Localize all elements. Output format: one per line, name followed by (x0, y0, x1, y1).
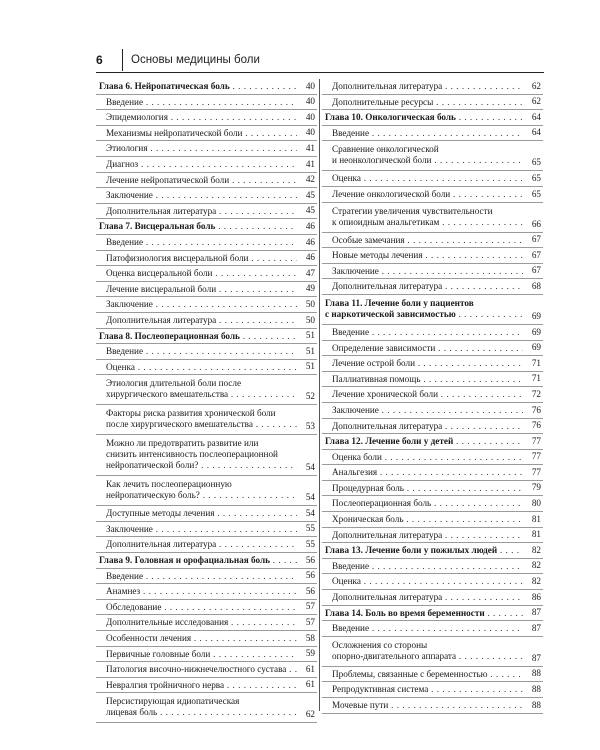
toc-entry-title: снизить интенсивность послеоперационной (106, 449, 278, 460)
toc-entry-title: Определение зависимости . . . (332, 343, 523, 354)
toc-entry-title: Дополнительные ресурсы . . . (332, 97, 523, 108)
toc-entry-title: Глава 12. Лечение боли у детей . . . (325, 436, 523, 447)
toc-section-entry (96, 282, 317, 298)
toc-column-right (322, 79, 543, 714)
toc-page-number: 61 (305, 663, 315, 674)
toc-section-entry (96, 204, 317, 220)
toc-page-number: 58 (305, 632, 315, 643)
toc-section-entry (322, 590, 543, 606)
toc-page-number: 67 (531, 249, 541, 260)
toc-page-number: 56 (305, 585, 315, 596)
toc-entry-title: нейропатической боли? . . . (106, 460, 297, 471)
toc-section-entry (322, 528, 543, 544)
toc-entry-title: Лечение хронической боли . . . (332, 389, 523, 400)
toc-entry-title: Лечение висцеральной боли . . . (106, 284, 297, 295)
toc-entry-title: Анальгезия . . . (332, 467, 523, 478)
toc-page-number: 62 (305, 709, 315, 720)
toc-section-entry (96, 157, 317, 173)
toc-page-number: 86 (531, 591, 541, 602)
toc-page-number: 88 (531, 699, 541, 710)
toc-page-number: 46 (305, 252, 315, 263)
toc-page-number: 54 (305, 492, 315, 503)
toc-chapter-entry (322, 606, 543, 622)
toc-entry-title: Факторы риска развития хронической боли (106, 408, 276, 419)
toc-page-number: 55 (305, 523, 315, 534)
toc-page-number: 81 (531, 513, 541, 524)
toc-page-number: 76 (531, 404, 541, 415)
toc-entry-title: Лечение онкологической боли . . . (332, 189, 523, 200)
toc-page-number: 45 (305, 205, 315, 216)
toc-entry-title: Персистирующая идиопатическая (106, 696, 240, 707)
toc-section-entry (96, 297, 317, 313)
toc-page-number: 51 (305, 345, 315, 356)
toc-section-entry (322, 325, 543, 341)
toc-section-entry (96, 344, 317, 360)
toc-entry-title: Мочевые пути . . . (332, 700, 523, 711)
toc-section-entry (322, 667, 543, 683)
toc-entry-title: Оценка . . . (332, 173, 523, 184)
toc-page-number: 49 (305, 283, 315, 294)
toc-section-entry (322, 419, 543, 435)
toc-entry-title: Патология височно-нижнечелюстного сустава . . . (106, 664, 297, 675)
toc-page-number: 53 (305, 421, 315, 432)
toc-section-entry (96, 569, 317, 585)
toc-section-entry (322, 387, 543, 403)
toc-entry-title: Дополнительные исследования . . . (106, 617, 297, 628)
toc-section-entry (322, 264, 543, 280)
toc-page-number: 87 (531, 607, 541, 618)
toc-section-entry (322, 450, 543, 466)
toc-section-entry (96, 631, 317, 647)
header-rule (96, 72, 544, 73)
toc-page-number: 56 (305, 554, 315, 565)
toc-page-number: 55 (305, 539, 315, 550)
toc-entry-title: опорно-двигательного аппарата . . . (332, 651, 523, 662)
toc-page-number: 64 (531, 111, 541, 122)
toc-entry-title: Диагноз . . . (106, 159, 297, 170)
toc-section-entry (322, 372, 543, 388)
toc-entry-title: после хирургического вмешательства . . . (106, 419, 297, 430)
toc-entry-title: Введение . . . (106, 571, 297, 582)
toc-entry-title: Стратегии увеличения чувствительности (332, 205, 493, 216)
toc-entry-title: Глава 6. Нейропатическая боль . . . (99, 81, 297, 92)
toc-section-entry (322, 682, 543, 698)
toc-entry-title: Введение . . . (332, 623, 523, 634)
toc-column-left (96, 79, 317, 723)
toc-entry-title: Заключение . . . (332, 266, 523, 277)
toc-section-entry (96, 537, 317, 553)
toc-entry-title: Дополнительная литература . . . (106, 315, 297, 326)
toc-entry-title: хирургического вмешательства . . . (106, 389, 297, 400)
toc-entry-title: Невралгия тройничного нерва . . . (106, 680, 297, 691)
toc-page-number: 62 (531, 80, 541, 91)
toc-page-number: 69 (531, 342, 541, 353)
toc-entry-title: Дополнительная литература . . . (332, 530, 523, 541)
toc-section-entry (96, 678, 317, 694)
toc-entry-title: Особенности лечения . . . (106, 633, 297, 644)
toc-section-entry (322, 574, 543, 590)
toc-section-entry (322, 356, 543, 372)
toc-entry-title: Введение . . . (332, 327, 523, 338)
toc-section-entry (322, 403, 543, 419)
toc-section-entry (96, 476, 317, 506)
toc-section-entry (96, 266, 317, 282)
toc-page-number: 69 (531, 326, 541, 337)
toc-entry-title: Глава 10. Онкологическая боль . . . (325, 112, 523, 123)
toc-entry-title: Введение . . . (106, 97, 297, 108)
toc-entry-title: Этиология . . . (106, 143, 297, 154)
toc-page-number: 59 (305, 648, 315, 659)
toc-section-entry (96, 110, 317, 126)
toc-page-number: 66 (531, 218, 541, 229)
toc-entry-title: Оценка висцеральной боли . . . (106, 268, 297, 279)
toc-page-number: 56 (305, 570, 315, 581)
toc-section-entry (322, 233, 543, 249)
toc-page-number: 64 (531, 127, 541, 138)
toc-page-number: 82 (531, 560, 541, 571)
toc-page-number: 40 (305, 96, 315, 107)
toc-page-number: 77 (531, 451, 541, 462)
toc-page-number: 88 (531, 684, 541, 694)
toc-entry-title: Как лечить послеоперационную (106, 479, 232, 490)
toc-page-number: 72 (531, 388, 541, 399)
toc-entry-title: нейропатическую боль? . . . (106, 490, 297, 501)
column-divider (319, 79, 320, 711)
toc-chapter-entry (96, 79, 317, 95)
toc-page-number: 51 (305, 361, 315, 372)
toc-section-entry (322, 637, 543, 667)
toc-entry-title: Оценка . . . (106, 362, 297, 373)
toc-entry-title: Дополнительная литература . . . (332, 421, 523, 432)
toc-page-number: 47 (305, 267, 315, 278)
toc-section-entry (322, 95, 543, 111)
toc-entry-title: Проблемы, связанные с беременностью . . . (332, 669, 523, 680)
toc-page-number: 77 (531, 435, 541, 446)
toc-page-number: 82 (531, 544, 541, 555)
toc-entry-title: Лечение нейропатической боли . . . (106, 175, 297, 186)
toc-section-entry (322, 203, 543, 233)
toc-entry-title: Эпидемиология . . . (106, 112, 297, 123)
toc-section-entry (322, 79, 543, 95)
toc-chapter-entry (96, 219, 317, 235)
toc-chapter-entry (322, 110, 543, 126)
toc-page-number: 52 (305, 391, 315, 402)
running-title: Основы медицины боли (131, 54, 260, 66)
toc-entry-title: Заключение . . . (106, 190, 297, 201)
toc-section-entry (96, 600, 317, 616)
toc-page-number: 42 (305, 174, 315, 185)
toc-entry-title: и неонкологической боли . . . (332, 155, 523, 166)
toc-entry-title: Паллиативная помощь . . . (332, 374, 523, 385)
toc-entry-title: Введение . . . (106, 237, 297, 248)
toc-section-entry (322, 279, 543, 295)
toc-entry-title: Обследование . . . (106, 602, 297, 613)
toc-section-entry (96, 522, 317, 538)
toc-entry-title: Заключение . . . (106, 299, 297, 310)
toc-entry-title: Дополнительная литература . . . (332, 592, 523, 603)
toc-chapter-entry (322, 434, 543, 450)
toc-chapter-entry (322, 295, 543, 325)
toc-entry-title: Дополнительная литература . . . (106, 539, 297, 550)
header-divider (122, 49, 123, 71)
toc-section-entry (322, 621, 543, 637)
toc-section-entry (322, 248, 543, 264)
toc-entry-title: Глава 11. Лечение боли у пациентов (325, 297, 474, 308)
toc-page-number: 65 (531, 172, 541, 183)
toc-section-entry (96, 647, 317, 663)
toc-page-number: 40 (305, 80, 315, 91)
toc-entry-title: Осложнения со стороны (332, 639, 428, 650)
toc-entry-title: Новые методы лечения . . . (332, 250, 523, 261)
toc-section-entry (322, 496, 543, 512)
toc-page-number: 51 (305, 330, 315, 341)
toc-section-entry (322, 481, 543, 497)
toc-page-number: 40 (305, 127, 315, 138)
toc-entry-title: Особые замечания . . . (332, 235, 523, 246)
toc-page-number: 68 (531, 280, 541, 291)
toc-section-entry (322, 141, 543, 171)
toc-entry-title: Лечение острой боли . . . (332, 358, 523, 369)
toc-entry-title: Этиология длительной боли после (106, 378, 242, 389)
toc-entry-title: Сравнение онкологической (332, 144, 439, 155)
toc-entry-title: Можно ли предотвратить развитие или (106, 438, 259, 449)
toc-page-number: 82 (531, 576, 541, 587)
toc-page-number: 41 (305, 158, 315, 169)
toc-section-entry (96, 662, 317, 678)
toc-section-entry (322, 171, 543, 187)
toc-entry-title: Послеоперационная боль . . . (332, 498, 523, 509)
toc-page-number: 88 (531, 668, 541, 679)
toc-section-entry (96, 141, 317, 157)
toc-section-entry (96, 615, 317, 631)
toc-page-number: 46 (305, 220, 315, 231)
toc-entry-title: с наркотической зависимостью . . . (325, 309, 523, 320)
toc-page-number: 62 (531, 96, 541, 107)
toc-entry-title: к опиоидным анальгетикам . . . (332, 217, 523, 228)
toc-entry-title: Репродуктивная система . . . (332, 684, 523, 695)
toc-page-number: 69 (531, 310, 541, 321)
toc-page-number: 65 (531, 157, 541, 168)
toc-page-number: 50 (305, 314, 315, 325)
toc-entry-title: Глава 13. Лечение боли у пожилых людей . . . (325, 545, 523, 556)
toc-entry-title: Глава 14. Боль во время беременности . . . (325, 608, 523, 619)
toc-section-entry (96, 435, 317, 476)
toc-entry-title: Процедурная боль . . . (332, 483, 523, 494)
toc-section-entry (96, 693, 317, 723)
toc-section-entry (96, 126, 317, 142)
toc-page-number: 76 (531, 420, 541, 431)
toc-entry-title: Механизмы нейропатической боли . . . (106, 128, 297, 139)
toc-entry-title: Заключение . . . (106, 524, 297, 535)
toc-section-entry (96, 375, 317, 405)
toc-page-number: 87 (531, 622, 541, 633)
toc-section-entry (322, 126, 543, 142)
toc-page-number: 71 (531, 373, 541, 384)
toc-section-entry (322, 512, 543, 528)
toc-section-entry (322, 698, 543, 714)
toc-section-entry (96, 360, 317, 376)
toc-page-number: 45 (305, 189, 315, 200)
page-number: 6 (96, 53, 103, 67)
toc-page-number: 77 (531, 466, 541, 477)
page-header (96, 50, 541, 70)
toc-entry-title: Оценка боли . . . (332, 452, 523, 463)
toc-page-number: 57 (305, 617, 315, 628)
toc-section-entry (96, 235, 317, 251)
toc-entry-title: Заключение . . . (332, 405, 523, 416)
toc-page-number: 54 (305, 462, 315, 473)
toc-entry-title: Введение . . . (332, 561, 523, 572)
toc-page-number: 80 (531, 498, 541, 509)
toc-page-number: 65 (531, 188, 541, 199)
toc-page-number: 81 (531, 529, 541, 540)
toc-chapter-entry (322, 543, 543, 559)
toc-section-entry (322, 187, 543, 203)
toc-section-entry (322, 559, 543, 575)
toc-section-entry (322, 341, 543, 357)
toc-page-number: 54 (305, 507, 315, 518)
toc-entry-title: Глава 8. Послеоперационная боль . . . (99, 331, 297, 342)
toc-page-number: 40 (305, 111, 315, 122)
toc-section-entry (96, 405, 317, 435)
toc-entry-title: Введение . . . (106, 346, 297, 357)
toc-entry-title: Введение . . . (332, 128, 523, 139)
toc-entry-title: Дополнительная литература . . . (332, 81, 523, 92)
toc-page-number: 57 (305, 601, 315, 612)
toc-entry-title: Дополнительная литература . . . (332, 281, 523, 292)
toc-entry-title: Оценка . . . (332, 576, 523, 587)
toc-section-entry (96, 313, 317, 329)
toc-page-number: 67 (531, 234, 541, 245)
toc-page-number: 87 (531, 652, 541, 663)
toc-entry-title: Доступные методы лечения . . . (106, 508, 297, 519)
toc-page-number: 71 (531, 357, 541, 368)
toc-entry-title: Первичные головные боли . . . (106, 649, 297, 660)
toc-page-number: 67 (531, 265, 541, 276)
toc-entry-title: Глава 7. Висцеральная боль . . . (99, 221, 297, 232)
toc-section-entry (322, 465, 543, 481)
toc-entry-title: Анамнез . . . (106, 586, 297, 597)
toc-section-entry (96, 251, 317, 267)
toc-page-number: 50 (305, 298, 315, 309)
toc-entry-title: Дополнительная литература . . . (106, 206, 297, 217)
toc-section-entry (96, 506, 317, 522)
toc-page-number: 61 (305, 679, 315, 690)
toc-page-number: 79 (531, 482, 541, 493)
toc-section-entry (96, 173, 317, 189)
toc-section-entry (96, 584, 317, 600)
toc-chapter-entry (96, 553, 317, 569)
toc-page-number: 41 (305, 142, 315, 153)
toc-chapter-entry (96, 329, 317, 345)
toc-entry-title: Патофизиология висцеральной боли . . . (106, 253, 297, 264)
toc-section-entry (96, 188, 317, 204)
toc-entry-title: Глава 9. Головная и орофациальная боль . . . (99, 555, 297, 566)
toc-entry-title: Хроническая боль . . . (332, 514, 523, 525)
toc-page-number: 46 (305, 236, 315, 247)
toc-entry-title: лицевая боль . . . (106, 707, 297, 718)
toc-section-entry (96, 95, 317, 111)
